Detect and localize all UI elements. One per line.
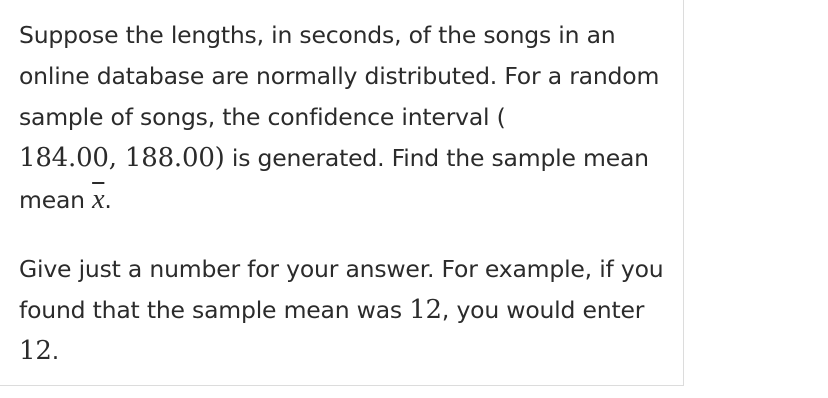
sample-mean-symbol: $\overline{x}$ xyxy=(92,184,105,215)
question-text-part: is generated. Find the sample mean xyxy=(224,144,649,172)
question-text-part: mean xyxy=(19,186,93,214)
example-answer-number: 12 xyxy=(19,336,52,366)
question-text-part: . xyxy=(104,186,112,214)
confidence-interval-value: 184.00, 188.00) xyxy=(19,143,225,173)
question-paragraph xyxy=(19,15,669,221)
side-panel xyxy=(684,0,828,386)
instruction-text-part: , you would enter xyxy=(441,296,645,324)
question-text-part: Suppose the lengths, in seconds, of the songs in an online database are normally distributed. For a random sample of songs, the confidence interval ( xyxy=(19,21,660,131)
instruction-paragraph xyxy=(19,249,669,372)
instruction-text-part: . xyxy=(51,337,59,365)
example-number: 12 xyxy=(409,295,442,325)
instruction-text-part: Give just a number for your answer. For example, if you found that the sample mean was xyxy=(19,255,664,324)
